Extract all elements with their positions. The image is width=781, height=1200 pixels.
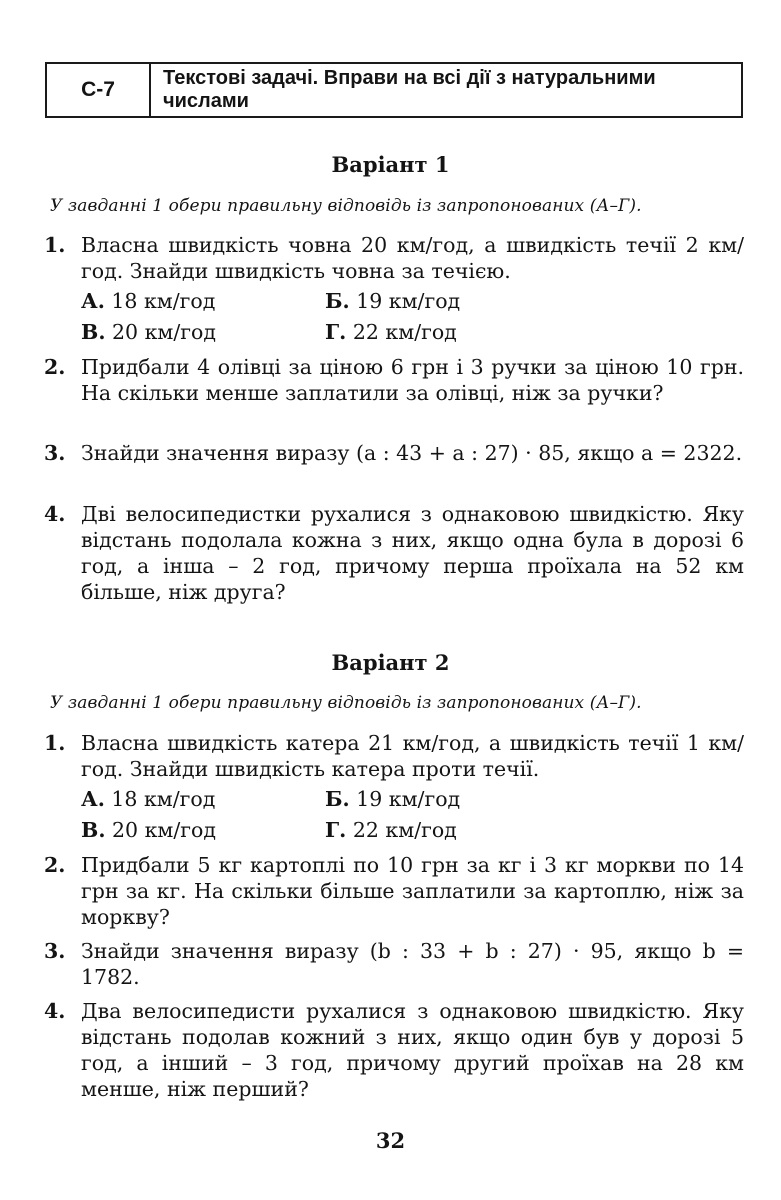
answer-option-v (81, 815, 325, 846)
variant-2-task-2 (44, 852, 744, 930)
option-value: 18 км/год (111, 787, 216, 811)
option-value: 22 км/год (352, 818, 457, 842)
task-text: Власна швидкість човна 20 км/год, а швидкість течії 2 км/год. Знайди швидкість човна за течією. (81, 233, 744, 283)
variant-2-instruction: У завданні 1 обери правильну відповідь із запропонованих (А–Г). (50, 693, 642, 713)
option-value: 20 км/год (112, 320, 216, 344)
option-value: 20 км/год (112, 818, 216, 842)
option-letter: Г. (325, 320, 347, 344)
variant-1-answer-options (81, 286, 581, 348)
task-text: Знайди значення виразу (a : 43 + a : 27) · 85, якщо a = 2322. (81, 441, 743, 465)
variant-2-title: Варіант 2 (331, 650, 450, 675)
variant-1-task-1 (44, 232, 744, 284)
task-number: 1. (44, 233, 66, 257)
task-number: 2. (44, 355, 66, 379)
variant-1-task-3 (44, 440, 744, 466)
option-letter: А. (81, 289, 105, 313)
answer-option-b (325, 784, 569, 815)
task-number: 1. (44, 731, 66, 755)
task-text: Власна швидкість катера 21 км/год, а швидкість течії 1 км/год. Знайди швидкість катера проти течії. (81, 731, 744, 781)
task-text: Два велосипедисти рухалися з однаковою швидкістю. Яку відстань подолав кожний з них, якщо один був у дорозі 5 год, а інший – 3 год, причому другий проїхав на 28 км менше, ніж перший? (81, 999, 744, 1101)
option-letter: А. (81, 787, 105, 811)
option-value: 22 км/год (352, 320, 457, 344)
answer-option-v (81, 317, 325, 348)
variant-2-task-4 (44, 998, 744, 1102)
variant-2-task-3 (44, 938, 744, 990)
variant-1-task-4 (44, 501, 744, 605)
task-number: 4. (44, 502, 66, 526)
task-number: 4. (44, 999, 66, 1023)
option-letter: В. (81, 818, 106, 842)
variant-1-title: Варіант 1 (331, 152, 450, 177)
option-letter: Б. (325, 289, 350, 313)
task-number: 2. (44, 853, 66, 877)
answer-option-g (325, 317, 569, 348)
task-text: Придбали 5 кг картоплі по 10 грн за кг і 3 кг моркви по 14 грн за кг. На скільки більше заплатили за картоплю, ніж за моркву? (81, 853, 744, 929)
answer-option-a (81, 784, 325, 815)
answer-option-g (325, 815, 569, 846)
task-text: Придбали 4 олівці за ціною 6 грн і 3 ручки за ціною 10 грн. На скільки менше заплатили за олівці, ніж за ручки? (81, 355, 744, 405)
section-code: С-7 (47, 64, 151, 116)
option-value: 19 км/год (356, 289, 461, 313)
answer-option-a (81, 286, 325, 317)
page-number: 32 (375, 1128, 406, 1153)
task-text: Дві велосипедистки рухалися з однаковою швидкістю. Яку відстань подолала кожна з них, якщо одна була в дорозі 6 год, а інша – 2 год, причому перша проїхала на 52 км більше, ніж друга? (81, 502, 744, 604)
option-letter: Г. (325, 818, 347, 842)
answer-option-b (325, 286, 569, 317)
task-text: Знайди значення виразу (b : 33 + b : 27) · 95, якщо b = 1782. (81, 939, 744, 989)
variant-1-task-2 (44, 354, 744, 406)
section-header (45, 62, 743, 118)
option-letter: Б. (325, 787, 350, 811)
variant-1-instruction: У завданні 1 обери правильну відповідь із запропонованих (А–Г). (50, 196, 642, 216)
section-title: Текстові задачі. Вправи на всі дії з натуральними числами (163, 67, 656, 112)
task-number: 3. (44, 939, 66, 963)
task-number: 3. (44, 441, 66, 465)
option-letter: В. (81, 320, 106, 344)
option-value: 19 км/год (356, 787, 461, 811)
option-value: 18 км/год (111, 289, 216, 313)
variant-2-answer-options (81, 784, 581, 846)
variant-2-task-1 (44, 730, 744, 782)
